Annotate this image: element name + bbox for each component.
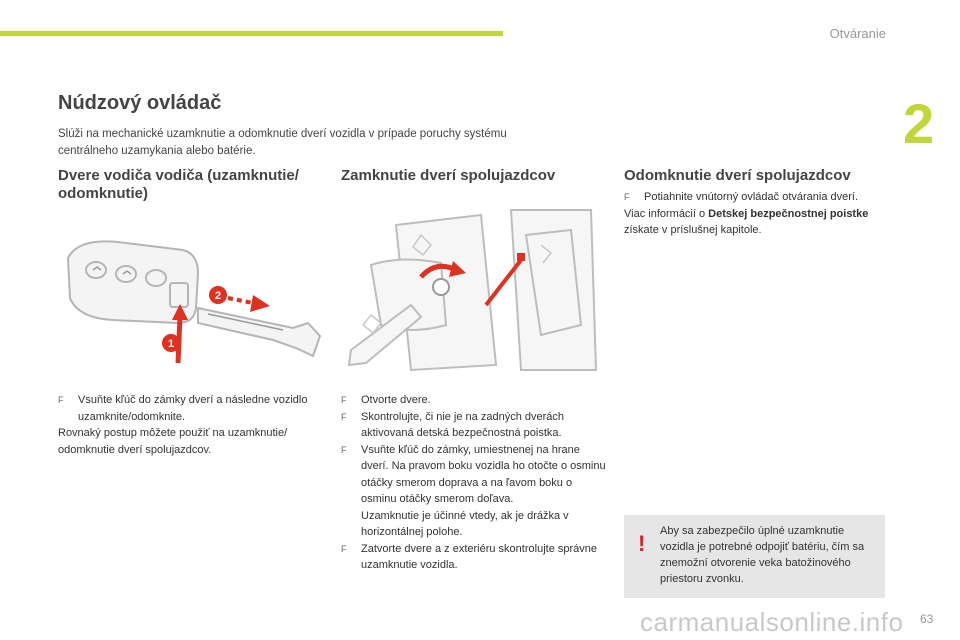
heading-unlock-passenger: Odomknutie dverí spolujazdcov: [624, 167, 851, 184]
col2-text: [341, 392, 606, 574]
accent-bar: [0, 31, 503, 36]
col3-text: [624, 189, 874, 239]
page-number: 63: [920, 612, 934, 626]
warning-box: [624, 515, 885, 598]
col1-text: [58, 392, 318, 458]
bullet-marker: F: [341, 411, 347, 422]
bullet-marker: F: [341, 543, 347, 554]
svg-text:2: 2: [214, 290, 222, 302]
list-item: F Vsuňte kľúč do zámky dverí a následne vozidlo uzamknite/odomknite.: [58, 392, 318, 425]
bullet-marker: F: [624, 192, 630, 202]
chapter-number: 2: [903, 92, 935, 155]
bullet-marker: F: [341, 395, 347, 405]
info-text: Viac informácií o Detskej bezpečnostnej poistke získate v príslušnej kapitole.: [624, 207, 869, 236]
list-item: F Zatvorte dvere a z exteriéru skontrolujte správne uzamknutie vozidla.: [341, 541, 606, 574]
bullet-marker: F: [58, 395, 64, 405]
continuation-text: Uzamknutie je účinné vtedy, ak je drážka v horizontálnej polohe.: [361, 509, 569, 538]
heading-lock-passenger: Zamknutie dverí spolujazdcov: [341, 167, 556, 184]
svg-text:1: 1: [167, 338, 175, 350]
key-fob-illustration: [58, 228, 328, 368]
section-title: Otváranie: [829, 26, 886, 41]
warning-text: Aby sa zabezpečilo úplné uzamknutie vozidla je potrebné odpojiť batériu, čím sa znemožní otvorenie veka batožinového priestoru zvonku.: [660, 525, 865, 585]
note-text: Rovnaký postup môžete použiť na uzamknutie/ odomknutie dverí spolujazdcov.: [58, 427, 288, 456]
list-item: F Potiahnite vnútorný ovládač otvárania dverí.: [624, 189, 874, 206]
warning-icon: !: [638, 531, 646, 556]
list-item: F Otvorte dvere.: [341, 392, 606, 409]
list-item: F Vsuňte kľúč do zámky, umiestnenej na hrane dverí. Na pravom boku vozidla ho otočte o osminu otáčky smerom doprava a na ľavom boku o osminu otáčky smerom doľava.: [341, 442, 606, 508]
door-lock-illustration: [341, 205, 603, 375]
bullet-marker: F: [341, 444, 347, 455]
intro-text: Slúži na mechanické uzamknutie a odomknutie dverí vozidla v prípade poruchy systému centrálneho uzamykania alebo batérie.: [58, 128, 507, 157]
page-title: Núdzový ovládač: [58, 92, 222, 114]
heading-driver-door: Dvere vodiča vodiča (uzamknutie/ odomknutie): [58, 167, 299, 202]
watermark: carmanualsonline.info: [640, 607, 904, 637]
list-item: F Skontrolujte, či nie je na zadných dverách aktivovaná detská bezpečnostná poistka.: [341, 409, 606, 442]
